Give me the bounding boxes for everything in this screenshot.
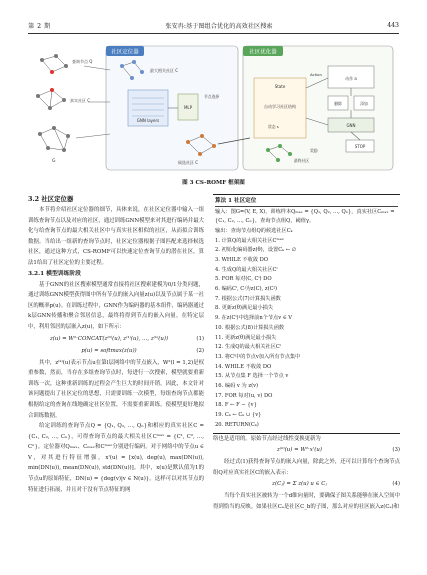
paragraph: 给定训练的查询节点Q = {Q₁, Q₂, …, Qₙ}和相应的真实社区C = {C₁, C₂, …, Cₙ}，可得查询节点的最大相关社区Cᵐᵃˣ = {C¹, C², …, Cⁿ}。定位器对Qₘₐₓ、Cₘₐₓ和Cᵐᵃˣ分别进行编码。对于网络中的节点u ∈ V，对其进行特征增强，x'(u) = [x(u), deg(u), max(DN(u)), min(DN(u)), mean(DN(u)), std(DN(u))]。其中，x(u)是默认值为1的节点u的原始特征，DN(u) = {deg(v)|v ∈ N(u)}。这样可以对其节点的特征进行拓展，并且对于没有节点特征的网 xyxy=(28,423,204,493)
algorithm-title: 算法 1 社区定位 xyxy=(215,196,398,207)
algorithm-line: 2. 初始化编码器z(θ)，设置Cₖ ← ∅ xyxy=(215,247,297,254)
paragraph: 基于GNN的社区搜索模型通常直接将社区搜索建模为0/1分类问题，通过训练GNN模型获得图中所有节点的嵌入向量z(u)以及节点属于某一社区的概率p(u)。在训练过程中，GNN作为编码器的基本组件，编码器通过k层GNN传播和聚合邻居信息，最终将得到节点的嵌入向量。在特定层中，利用邻居的层嵌入z(u)，如下所示： xyxy=(28,281,204,330)
paragraph: 络也是适用的。原始节点经过线性变换更新为 xyxy=(213,435,321,442)
real-community-label: 真实社区 C xyxy=(70,98,91,103)
algorithm-line: 16. 编码 v 为 z(v) xyxy=(215,383,259,390)
add-label: 添加 xyxy=(360,101,368,106)
algorithm-line: 4. 生成Q的最大相关社区Cⁱ xyxy=(215,266,278,273)
final-label: 最终社区 xyxy=(294,158,310,163)
algorithm-line: 12. 生成Q的最大相关社区Cⁱ xyxy=(215,344,281,351)
graph-label: G xyxy=(52,159,56,164)
algorithm-line: 10. 根据公式(8)计算损失函数 xyxy=(215,324,285,331)
algorithm-line: 15. 从节点集 F 选择一个节点 v xyxy=(215,373,289,380)
algorithm-line: 20. RETURN(Cₖ) xyxy=(215,421,259,428)
algorithm-line: 17. FOR 每对(u, v) DO xyxy=(215,392,273,399)
paragraph: 其中，z⁽ᵏ⁾(u)表示节点u在第l层网络中的节点嵌入，W²(l = 1,2)是权重参数，然而，当存在多组查询节点时，每进行一次搜索，模型就要重新训练一次，这种重新训练的过程会产生巨大的时间开销。因此，本文针对该问题提出了社区定位的思想，只需要训练一次模型，每组查询节点都能根据给定的查询在线地确定社区位置，不需要重新训练。使模型更好地拟合训练数据。 xyxy=(28,359,204,419)
candidate-label: 候选社区 C xyxy=(178,160,199,165)
algorithm-line: 19. Cₖ ← Cₖ ∪ {v} xyxy=(215,412,262,419)
subsection-heading: 3.2.1 模型训练阶段 xyxy=(28,270,81,277)
issue-label: 第 2 期 xyxy=(28,22,51,30)
paragraph: 经过式(1)获得查询节点的嵌入向量，除此之外，还可以计算每个查询节点组Q对应真实社区C的嵌入表示： xyxy=(213,459,400,476)
env-label: State xyxy=(274,84,286,89)
locator-title: 社区定位器 xyxy=(111,49,139,56)
header-rule xyxy=(28,33,399,34)
equation-number: (2) xyxy=(196,347,204,354)
agent-label: Action xyxy=(310,72,322,77)
equation-expr: p(u) = softmax(z(u)) xyxy=(81,347,137,354)
gnn-layers-label: GNN layers xyxy=(136,118,160,123)
algorithm-line: 8. 更新z(θ)满足最小损失 xyxy=(215,305,274,312)
algorithm-line: 1. 计算Q的最大相关社区Cᵐᵃˣ xyxy=(215,237,284,244)
algorithm-line: 18. F ← F − {v} xyxy=(215,402,257,409)
algorithm-line: 5. FOR 每对(C, Cⁱ) DO xyxy=(215,276,272,283)
equation-number: (4) xyxy=(392,481,400,488)
policy-label: 动作 a xyxy=(345,76,357,81)
equation-number: (1) xyxy=(196,335,204,342)
optimizer-title: 社区优化器 xyxy=(249,49,277,56)
equation-number: (3) xyxy=(392,447,400,454)
algorithm-line: 13. 将Cⁱ中的节点v加入所有节点集中 xyxy=(215,353,301,360)
reward-label: 奖励 xyxy=(310,148,318,153)
equation-expr: z⁽⁰⁾(u) = W²·x'(u) xyxy=(277,447,322,454)
paragraph: 本节将介绍社区定位器的细节，具体来说，在社区定位器中输入一组训练查询节点以及对应的社区，通过训练GNN模型来对其进行编码并最大化与给查询节点的最大相关社区中与真实社区相似的社区，从而拟合训练数据。当给出一组新的查询节点时，社区定位器根据子图匹配来选择候选社区，通过这种方式，CS-ROMF可以快速定位查询节点的潜在社区，算法1给出了社区定位的主要过程。 xyxy=(28,207,204,266)
equation-1 xyxy=(28,334,204,345)
time-state-label: 状态 s xyxy=(268,124,279,129)
algorithm-line: 输出：查询节点组Q的候选社区Cₖ xyxy=(215,227,293,234)
equation-expr: z(Cⱼ) = Σ z(u) u ∈ Cⱼ xyxy=(272,481,327,488)
gnn-r-label: GNN xyxy=(346,123,356,128)
algorithm-line: 6. 编码Cⁱ, Cʲ为z(C), z(Cʲ) xyxy=(215,286,277,293)
algorithm-line: 7. 根据公式(7)计算损失函数 xyxy=(215,295,281,302)
right-column xyxy=(213,194,400,513)
section-heading: 3.2 社区定位器 xyxy=(28,195,74,203)
delete-label: 删除 xyxy=(334,101,342,106)
equation-4 xyxy=(213,479,400,490)
algorithm-line: 14. WHILE 不收敛 DO xyxy=(215,363,272,370)
page-number: 443 xyxy=(387,21,399,29)
framework-figure xyxy=(28,38,398,174)
algorithm-line: 3. WHILE 不收敛 DO xyxy=(215,256,269,263)
algorithm-line: 输入：图G=(V, E, X)，训练样本Qₘₐₓ = {Q₁, Q₂, …, Qₙ}，真实社区Cₘₐₓ = {C₁, C₂, …, Cₙ}，查询节点组Q，阈值γ。 xyxy=(215,209,395,225)
running-title: 张安冉:基于图组合优化的高效社区搜索 xyxy=(165,22,273,30)
equation-2 xyxy=(28,346,204,357)
stop-label: STOP xyxy=(354,144,366,149)
equation-3 xyxy=(213,445,400,456)
algorithm-line: 11. 更新z(θ)满足最小损失 xyxy=(215,334,277,341)
algorithm-line: 9. 在z(Cⁱ)中选择前n个节点v ∈ V xyxy=(215,315,293,322)
query-label: 查询节点 Q xyxy=(72,59,93,64)
opt-label: 自动学习社区结构 xyxy=(264,104,296,109)
running-head xyxy=(28,19,399,31)
mlp-label: MLP xyxy=(183,105,193,110)
node-selection-label: 节点选择 xyxy=(204,94,220,99)
subgraph-label: 最大相关社区 C xyxy=(150,68,179,73)
paragraph: 当每个真实社区被转为一个d维向量时，要确保子图关系能够在嵌入空间中得到恰当的反映。如果社区Cₐ是社区C_b的子图，那么对应的社区嵌入z(Cₐ)和 xyxy=(213,493,400,510)
equation-expr: z(u) = W²·CONCAT(z⁽⁰⁾(u), z⁽¹⁾(u), …, z⁽ᵏ⁾(u)) xyxy=(49,335,169,342)
left-column xyxy=(28,194,204,495)
figure-caption: 图 3 CS-ROMF 框架图 xyxy=(182,180,245,186)
algorithm-box xyxy=(213,194,400,434)
